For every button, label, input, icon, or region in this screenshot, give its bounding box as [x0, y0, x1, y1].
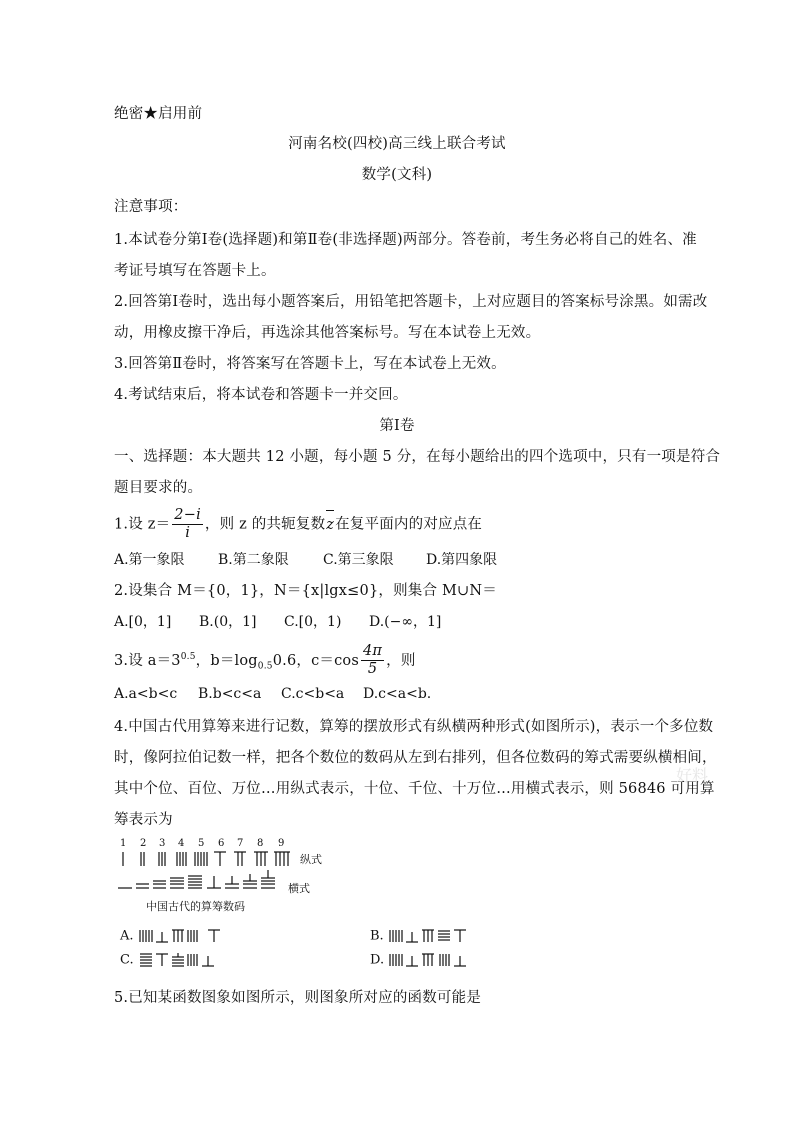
question-3-stem: [114, 640, 416, 684]
q3-p4: ，则: [386, 652, 416, 669]
q4-option-d-rods: [388, 952, 498, 968]
q1-zbar: z: [325, 508, 335, 542]
note-3: 3.回答第Ⅱ卷时，将答案写在答题卡上，写在本试卷上无效。: [114, 356, 506, 372]
q3-numerator: 4π: [362, 643, 383, 660]
q1-option-b: B.第二象限: [218, 552, 289, 568]
q3-option-b: B.b<c<a: [198, 686, 262, 702]
q1-option-d: D.第四象限: [426, 552, 498, 568]
q2-option-a: A.[0，1]: [114, 614, 172, 630]
q4-option-d-label: D.: [370, 952, 385, 968]
section-intro-b: 题目要求的。: [114, 480, 203, 496]
q2-option-b: B.(0，1]: [199, 614, 257, 630]
rod-digit-5: 5: [198, 838, 205, 849]
question-2-stem: 2.设集合 M＝{0，1}，N＝{x|lgx≤0}，则集合 M∪N＝: [114, 583, 497, 599]
question-5-stem: 5.已知某函数图象如图所示，则图象所对应的函数可能是: [114, 990, 482, 1006]
q4-option-a-label: A.: [120, 928, 134, 944]
q1-prefix: 1.设 z＝: [114, 516, 171, 533]
question-4-line-4: 筹表示为: [114, 812, 173, 828]
q2-option-d: D.(−∞，1]: [369, 614, 442, 630]
rod-digit-9: 9: [278, 838, 285, 849]
q4-option-c-rods: [138, 952, 234, 968]
q1-option-c: C.第三象限: [323, 552, 394, 568]
q4-option-c-label: C.: [120, 952, 134, 968]
exam-subject: 数学(文科): [361, 167, 433, 183]
question-4-line-2: 时，像阿拉伯记数一样，把各个数位的数码从左到右排列，但各位数码的筹式需要纵横相间，: [114, 750, 717, 766]
rod-digit-3: 3: [159, 838, 166, 849]
q1-suffix: 在复平面内的对应点在: [335, 516, 483, 533]
q3-p1: 3.设 a＝3: [114, 652, 181, 669]
q3-option-a: A.a<b<c: [114, 686, 178, 702]
rod-digit-2: 2: [140, 838, 147, 849]
q4-option-a: [120, 928, 234, 944]
note-1a: 1.本试卷分第Ⅰ卷(选择题)和第Ⅱ卷(非选择题)两部分。答卷前，考生务必将自己的姓名、准: [114, 232, 697, 248]
q1-option-a: A.第一象限: [114, 552, 185, 568]
question-4-line-3: 其中个位、百位、万位…用纵式表示，十位、千位、十万位…用横式表示，则 56846 可用算: [114, 781, 715, 797]
q1-mid: ，则 z 的共轭复数: [204, 516, 326, 533]
note-2b: 动，用橡皮擦干净后，再选涂其他答案标号。写在本试卷上无效。: [114, 325, 541, 341]
q2-option-c: C.[0，1): [284, 614, 342, 630]
q4-option-d: [370, 952, 498, 968]
section-title: 第Ⅰ卷: [379, 418, 415, 434]
question-1-stem: [114, 507, 482, 542]
figure-caption: 中国古代的算筹数码: [146, 900, 245, 913]
watermark: 好料: [676, 766, 709, 785]
q1-fraction: [172, 507, 203, 542]
notes-heading: 注意事项：: [114, 199, 188, 215]
q4-option-c: [120, 952, 234, 968]
note-1b: 考证号填写在答题卡上。: [114, 263, 276, 279]
q3-option-c: C.c<b<a: [281, 686, 345, 702]
horizontal-form-label: 横式: [288, 882, 310, 895]
question-4-line-1: 4.中国古代用算筹来进行记数，算筹的摆放形式有纵横两种形式(如图所示)，表示一个多位数: [114, 719, 714, 735]
q4-option-a-rods: [138, 928, 234, 944]
q3-option-d: D.c<a<b.: [363, 686, 432, 702]
rod-digit-4: 4: [178, 838, 185, 849]
q3-fraction: [361, 643, 384, 678]
q4-option-b: [370, 928, 484, 944]
q4-option-b-label: B.: [370, 928, 384, 944]
rod-digit-8: 8: [257, 838, 264, 849]
vertical-form-label: 纵式: [300, 853, 322, 866]
q4-option-b-rods: [388, 928, 484, 944]
exam-title: 河南名校(四校)高三线上联合考试: [288, 136, 506, 152]
vertical-rods: [123, 852, 290, 866]
q3-exponent: 0.5: [180, 652, 196, 662]
rod-digit-7: 7: [237, 838, 244, 849]
q3-log-base: 0.5: [257, 661, 273, 672]
secret-label: 绝密★启用前: [114, 106, 203, 122]
horizontal-rods: [118, 870, 275, 888]
rod-digit-6: 6: [218, 838, 225, 849]
q3-p3: 0.6，c＝cos: [272, 652, 359, 669]
q1-denominator: i: [185, 525, 191, 541]
note-4: 4.考试结束后，将本试卷和答题卡一并交回。: [114, 387, 408, 403]
note-2a: 2.回答第Ⅰ卷时，选出每小题答案后，用铅笔把答题卡，上对应题目的答案标号涂黑。如需改: [114, 294, 708, 310]
rod-digit-1: 1: [120, 838, 127, 849]
q3-denominator: 5: [367, 661, 378, 678]
q3-p2: ，b＝log: [195, 652, 258, 669]
q1-numerator: 2−i: [174, 507, 201, 523]
counting-rod-figure: [116, 838, 336, 918]
section-intro-a: 一、选择题：本大题共 12 小题，每小题 5 分，在每小题给出的四个选项中，只有一项是符合: [114, 449, 721, 465]
